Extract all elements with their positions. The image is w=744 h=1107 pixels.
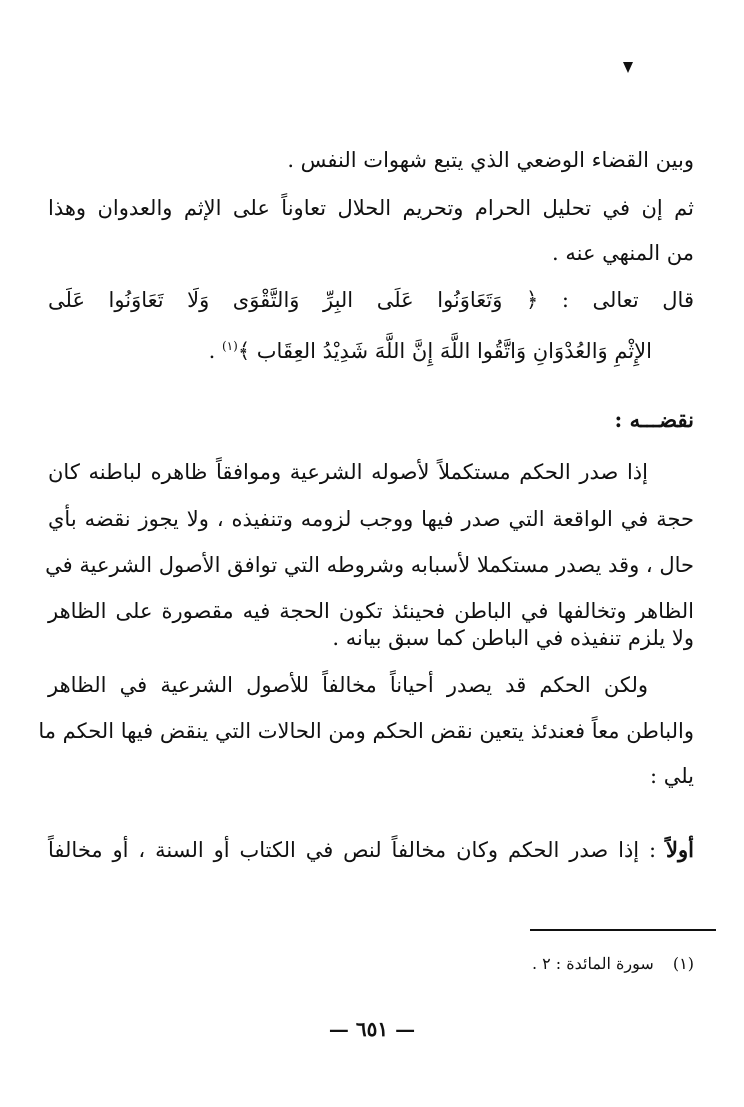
para1-line-2: حجة في الواقعة التي صدر فيها ووجب لزومه وتنفيذه ، ولا يجوز نقضه بأي xyxy=(48,507,694,531)
quran-verse-line-2 xyxy=(6,330,652,367)
para2-line-3: يلي : xyxy=(649,764,694,788)
quran-verse-end: . xyxy=(208,339,222,363)
quran-verse-text: الإِثْمِ وَالعُدْوَانِ وَاتَّقُوا اللَّهَ إِنَّ اللَّهَ شَدِيْدُ العِقَاب ﴾ xyxy=(237,339,652,363)
point1-lead: أولاً xyxy=(666,837,694,862)
intro-line-1: وبين القضاء الوضعي الذي يتبع شهوات النفس . xyxy=(287,148,694,172)
para2-line-2: والباطن معاً فعندئذ يتعين نقض الحكم ومن الحالات التي ينقض فيها الحكم ما xyxy=(38,719,694,743)
point1-text: : إذا صدر الحكم وكان مخالفاً لنص في الكتاب أو السنة ، أو مخالفاً xyxy=(48,838,667,862)
intro-line-2: ثم إن في تحليل الحرام وتحريم الحلال تعاوناً على الإثم والعدوان وهذا xyxy=(48,196,694,220)
point1-line xyxy=(48,834,694,866)
intro-line-3: من المنهي عنه . xyxy=(552,241,694,265)
footnote-number: (١) xyxy=(672,954,694,973)
para1-line-3: حال ، وقد يصدر مستكملا لأسبابه وشروطه التي توافق الأصول الشرعية في xyxy=(45,553,694,577)
footnote-text: سورة المائدة : ٢ . xyxy=(531,954,654,973)
footnote xyxy=(532,952,694,976)
para2-line-1: ولكن الحكم قد يصدر أحياناً مخالفاً للأصول الشرعية في الظاهر xyxy=(48,673,648,697)
section-heading: نقضـــه : xyxy=(614,407,694,432)
para1-line-1: إذا صدر الحكم مستكملاً لأصوله الشرعية وموافقاً ظاهره لباطنه كان xyxy=(48,460,648,484)
quran-verse-line-1: قال تعالى : ﴿ وَتَعَاوَنُوا عَلَى البِرِّ وَالتَّقْوَى وَلَا تَعَاوَنُوا عَلَى xyxy=(48,288,694,312)
footnote-divider xyxy=(530,929,716,931)
page-number: — ٦٥١ — xyxy=(328,1017,416,1041)
para1-line-5: ولا يلزم تنفيذه في الباطن كما سبق بيانه . xyxy=(332,626,694,650)
para1-line-4: الظاهر وتخالفها في الباطن فحينئذ تكون الحجة فيه مقصورة على الظاهر xyxy=(48,599,694,623)
corner-triangle-mark xyxy=(622,60,634,74)
footnote-reference: (١) xyxy=(221,339,238,353)
